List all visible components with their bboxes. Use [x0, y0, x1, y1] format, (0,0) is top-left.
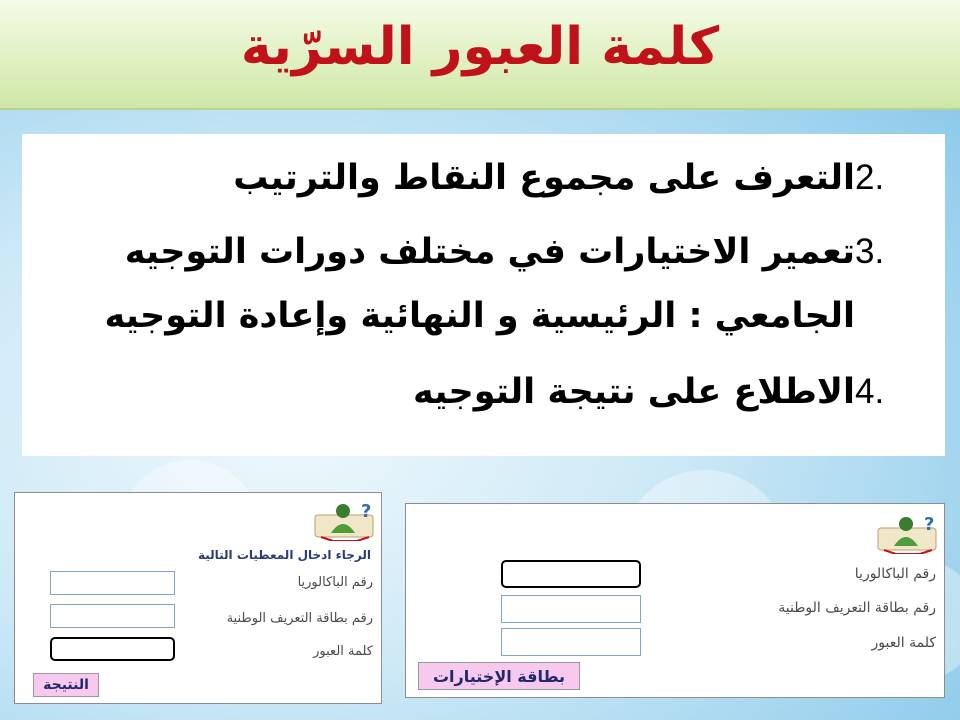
left-instruction: الرجاء ادخال المعطيات التالية [197, 548, 371, 562]
step-4-text: الاطلاع على نتيجة التوجيه [413, 372, 855, 412]
user-help-icon [313, 497, 375, 545]
right-choices-panel [405, 503, 945, 698]
right-cin-label: رقم بطاقة التعريف الوطنية [778, 600, 936, 616]
steps-box [22, 134, 945, 456]
step-3-line-1: تعمير الاختيارات في مختلف دورات التوجيه [124, 232, 855, 272]
left-cin-input[interactable] [50, 604, 175, 628]
left-password-input[interactable] [50, 637, 175, 661]
left-login-panel [14, 492, 382, 704]
step-4 [82, 360, 933, 424]
step-2-text: التعرف على مجموع النقاط والترتيب [233, 158, 855, 198]
right-bac-label: رقم الباكالوريا [854, 566, 936, 582]
step-2-number: 2. [855, 158, 885, 197]
svg-text:?: ? [361, 501, 372, 522]
step-2 [82, 146, 933, 210]
step-4-number: 4. [855, 372, 885, 411]
right-cin-input[interactable] [501, 595, 641, 623]
result-button[interactable]: النتيجة [33, 673, 99, 697]
slide-title: كلمة العبور السرّية [240, 17, 720, 77]
user-help-icon [876, 510, 938, 558]
title-bar [0, 0, 960, 110]
step-3-number: 3. [855, 232, 885, 271]
choices-card-button[interactable]: بطاقة الإختيارات [418, 662, 580, 690]
right-bac-input[interactable] [501, 560, 641, 588]
step-3-line-2: الجامعي : الرئيسية و النهائية وإعادة التوجيه [104, 296, 855, 336]
svg-text:?: ? [924, 514, 935, 535]
right-password-label: كلمة العبور [871, 635, 936, 651]
left-cin-label: رقم بطاقة التعريف الوطنية [226, 611, 373, 626]
right-password-input[interactable] [501, 628, 641, 656]
left-password-label: كلمة العبور [313, 644, 373, 659]
step-3-text [104, 220, 855, 348]
left-bac-input[interactable] [50, 571, 175, 595]
left-bac-label: رقم الباكالوريا [297, 575, 373, 590]
step-3 [82, 220, 933, 348]
